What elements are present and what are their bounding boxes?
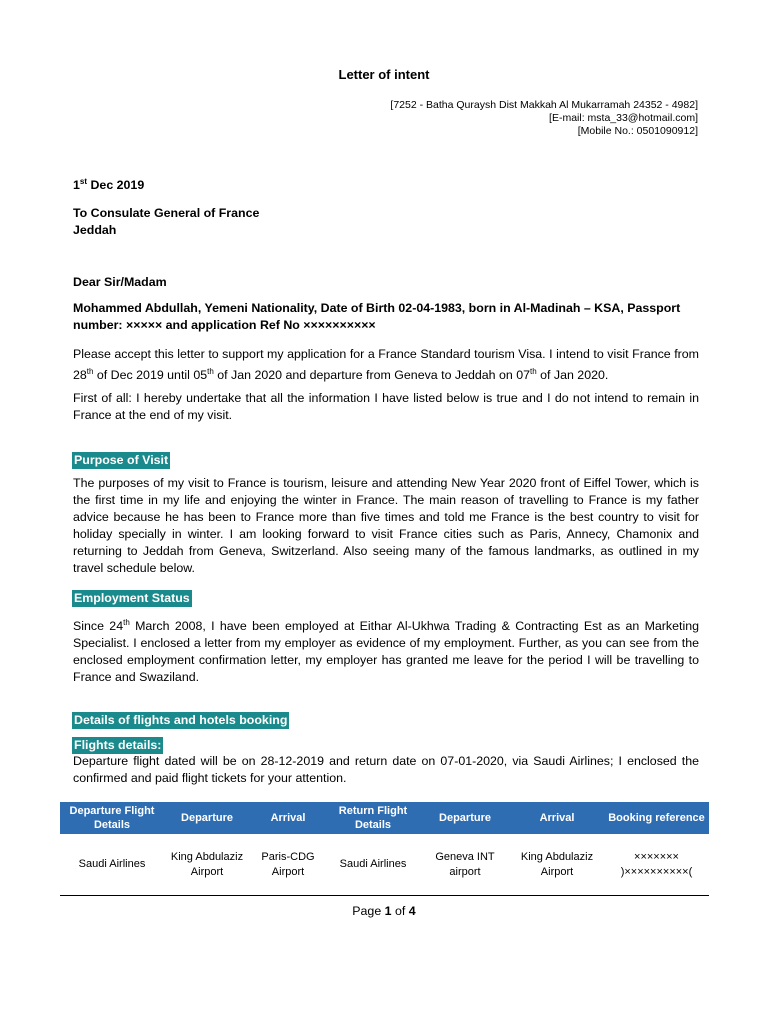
undertaking-paragraph: First of all: I hereby undertake that all the information I have listed below is true and I do not intend to remain in France at the end of my visit. [73,391,699,422]
header-return-flight-details: Return Flight Details [326,802,420,834]
recipient-line2: Jeddah [73,223,117,237]
header-arrival: Arrival [250,802,326,834]
email-line: [E-mail: msta_33@hotmail.com] [549,112,698,124]
cell-return-arrival: King Abdulaziz Airport [510,834,604,896]
details-heading: Details of flights and hotels booking [74,713,288,727]
letter-date: 1st Dec 2019 [73,177,145,193]
cell-return-airline: Saudi Airlines [326,834,420,896]
flights-paragraph: Departure flight dated will be on 28-12-2019 and return date on 07-01-2020, via Saudi Airlines; I enclosed the confirmed and paid flight tickets for your attention. [73,754,699,785]
purpose-paragraph: The purposes of my visit to France is tourism, leisure and attending New Year 2020 front of Eiffel Tower, which is the first time in my life and enjoying the winter in France. The main reason of travelling to France is my father advice because he has been to France more than five times and told me France is the best country to visit for holiday specially in winter. I am looking forward to visit France cities such as Paris, Annecy, Chamonix and returning to Jeddah from Geneva, Switzerland. Also seeing many of the famous landmarks, as outlined in my travel schedule below. [73,476,699,575]
header-departure: Departure [164,802,250,834]
recipient-line1: To Consulate General of France [73,206,260,220]
address-line: [7252 - Batha Quraysh Dist Makkah Al Mukarramah 24352 - 4982] [390,99,698,111]
header-departure-flight-details: Departure Flight Details [60,802,164,834]
flights-heading: Flights details: [74,738,162,752]
table-row [60,834,709,896]
page-title: Letter of intent [338,67,430,82]
applicant-intro: Mohammed Abdullah, Yemeni Nationality, Date of Birth 02-04-1983, born in Al-Madinah – KSA, Passport number: ××××× and application Ref No ×××××××××× [73,301,681,332]
cell-return-departure: Geneva INT airport [420,834,510,896]
mobile-line: [Mobile No.: 0501090912] [577,125,698,137]
purpose-heading: Purpose of Visit [74,453,169,467]
header-booking-reference: Booking reference [604,802,709,834]
salutation: Dear Sir/Madam [73,275,167,289]
visa-request-paragraph: Please accept this letter to support my application for a France Standard tourism Visa. I intend to visit France from 28th of Dec 2019 until 05th of Jan 2020 and departure from Geneva to Jeddah on 07th of Jan 2020. [73,347,699,383]
header-return-arrival: Arrival [510,802,604,834]
cell-booking-reference: ××××××× )××××××××××( [604,834,709,896]
employment-paragraph: Since 24th March 2008, I have been employed at Eithar Al-Ukhwa Trading & Contracting Est as an Marketing Specialist. I enclosed a letter from my employer as evidence of my employment. Further, as you can see from the enclosed employment confirmation letter, my employer has granted me leave for the period I will be travelling to France and Swaziland. [73,618,699,685]
cell-departure-airline: Saudi Airlines [60,834,164,896]
flights-table [60,802,709,896]
cell-departure-airport: King Abdulaziz Airport [164,834,250,896]
page-number: Page 1 of 4 [352,904,416,918]
header-return-departure: Departure [420,802,510,834]
employment-heading: Employment Status [74,591,190,605]
cell-arrival-airport: Paris-CDG Airport [250,834,326,896]
table-header-row [60,802,709,834]
